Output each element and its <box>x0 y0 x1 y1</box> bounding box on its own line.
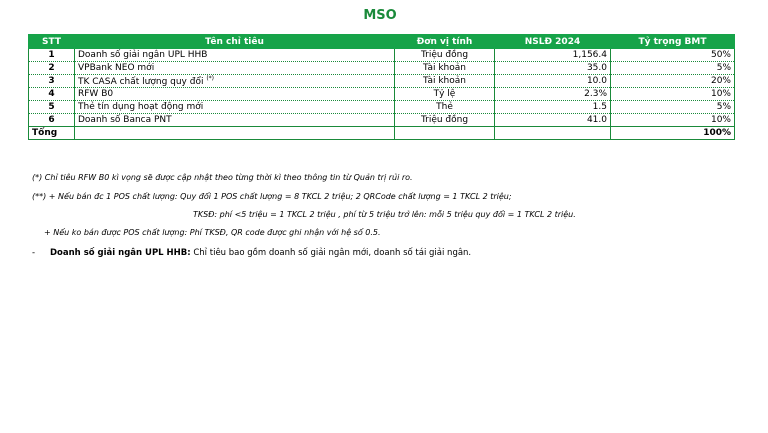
row-name <box>75 49 395 62</box>
table-row <box>29 101 735 114</box>
row-stt: 2 <box>29 62 75 75</box>
row-name-text: TK CASA chất lượng quy đổi <box>78 77 204 87</box>
row-weight: 50% <box>611 49 735 62</box>
row-name-text: Thẻ tín dụng hoạt động mới <box>78 102 204 112</box>
row-unit: Thẻ <box>395 101 495 114</box>
row-name <box>75 62 395 75</box>
row-name <box>75 114 395 127</box>
total-empty-value <box>495 127 611 140</box>
row-weight: 5% <box>611 62 735 75</box>
total-empty-unit <box>395 127 495 140</box>
total-weight: 100% <box>611 127 735 140</box>
total-label: Tổng <box>29 127 75 140</box>
row-unit: Tỷ lệ <box>395 88 495 101</box>
kpi-table <box>28 34 735 140</box>
row-unit: Tài khoản <box>395 75 495 88</box>
bullet-heading: Doanh số giải ngân UPL HHB: <box>50 248 191 258</box>
row-unit: Triệu đồng <box>395 49 495 62</box>
footnote-4: + Nếu ko bán được POS chất lượng: Phí TKSĐ, QR code được ghi nhận với hệ số 0.5. <box>44 228 381 237</box>
bullet-dash: - <box>32 248 36 258</box>
row-stt: 3 <box>29 75 75 88</box>
row-value: 1.5 <box>495 101 611 114</box>
footnote-3: TKSĐ: phí <5 triệu = 1 TKCL 2 triệu , phí từ 5 triệu trở lên: mỗi 5 triệu quy đổi = 1 TKCL 2 triệu. <box>193 210 576 219</box>
table-row <box>29 49 735 62</box>
row-value: 35.0 <box>495 62 611 75</box>
row-weight: 10% <box>611 114 735 127</box>
row-unit: Triệu đồng <box>395 114 495 127</box>
table-header-row <box>29 35 735 49</box>
row-stt: 4 <box>29 88 75 101</box>
header-name: Tên chỉ tiêu <box>75 35 395 49</box>
row-name-text: Doanh số giải ngân UPL HHB <box>78 50 208 60</box>
header-value: NSLĐ 2024 <box>495 35 611 49</box>
row-value: 10.0 <box>495 75 611 88</box>
table-row <box>29 114 735 127</box>
row-name <box>75 75 395 88</box>
row-value: 41.0 <box>495 114 611 127</box>
row-weight: 5% <box>611 101 735 114</box>
row-name <box>75 88 395 101</box>
row-value: 2.3% <box>495 88 611 101</box>
table-row <box>29 75 735 88</box>
row-stt: 6 <box>29 114 75 127</box>
page-title: MSO <box>363 8 397 23</box>
footnote-2: (**) + Nếu bán đc 1 POS chất lượng: Quy đổi 1 POS chất lượng = 8 TKCL 2 triệu; 2 QRCode chất lượng = 1 TKCL 2 triệu; <box>32 192 512 201</box>
row-name-footnote: (*) <box>206 75 215 82</box>
row-name-text: VPBank NEO mới <box>78 63 155 73</box>
definition-bullet <box>32 248 471 258</box>
total-empty-name <box>75 127 395 140</box>
footnote-1: (*) Chỉ tiêu RFW B0 kì vọng sẽ được cập nhật theo từng thời kì theo thông tin từ Quản trị rủi ro. <box>32 173 413 182</box>
row-name-text: Doanh số Banca PNT <box>78 115 172 125</box>
row-name-text: RFW B0 <box>78 89 114 99</box>
bullet-text: Chỉ tiêu bao gồm doanh số giải ngân mới, doanh số tái giải ngân. <box>190 248 472 258</box>
header-stt: STT <box>29 35 75 49</box>
table-row <box>29 88 735 101</box>
row-unit: Tài khoản <box>395 62 495 75</box>
header-weight: Tỷ trọng BMT <box>611 35 735 49</box>
header-unit: Đơn vị tính <box>395 35 495 49</box>
table-row <box>29 62 735 75</box>
table-total-row <box>29 127 735 140</box>
row-stt: 5 <box>29 101 75 114</box>
row-name <box>75 101 395 114</box>
row-value: 1,156.4 <box>495 49 611 62</box>
row-weight: 20% <box>611 75 735 88</box>
row-weight: 10% <box>611 88 735 101</box>
row-stt: 1 <box>29 49 75 62</box>
